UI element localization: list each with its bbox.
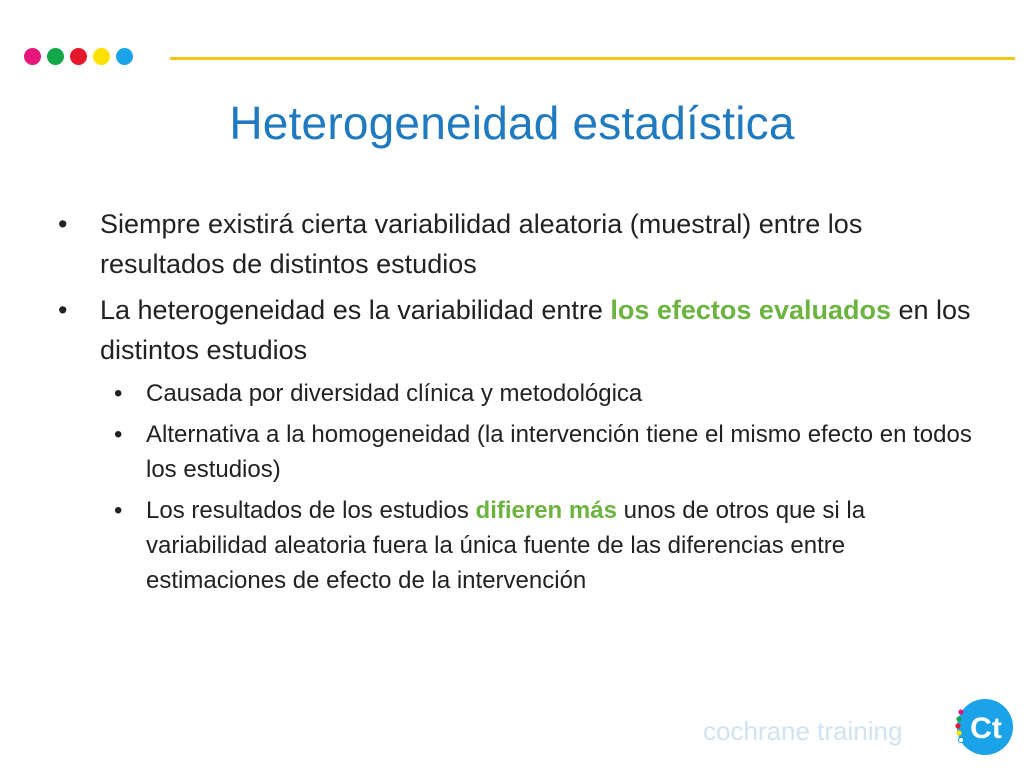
decorative-dots	[24, 48, 133, 65]
highlighted-text: difieren más	[475, 497, 617, 524]
green-dot	[47, 48, 64, 65]
bullet-icon: •	[114, 497, 123, 524]
sub-bullet-text: unos de otros que si la variabilidad aleatoria fuera la única fuente de las diferencias entre estimaciones de efecto de la intervención	[146, 497, 866, 594]
header-divider	[170, 57, 1015, 60]
bullet-text: en los distintos estudios	[100, 295, 971, 365]
blue-dot	[116, 48, 133, 65]
magenta-dot	[24, 48, 41, 65]
sub-bullet-text: Causada por diversidad clínica y metodológica	[146, 380, 643, 407]
sub-bullet-text: Alternativa a la homogeneidad (la intervención tiene el mismo efecto en todos los estudios)	[146, 421, 972, 483]
bullet-icon: •	[114, 380, 123, 407]
sub-bullet-item	[112, 493, 976, 598]
bullet-item	[56, 290, 976, 370]
slide-title: Heterogeneidad estadística	[229, 97, 795, 149]
red-dot	[70, 48, 87, 65]
bullet-list	[56, 204, 976, 604]
highlighted-text: los efectos evaluados	[610, 295, 891, 325]
bullet-item	[56, 204, 976, 284]
sub-bullet-text: Los resultados de los estudios	[146, 497, 476, 524]
svg-text:Ct: Ct	[970, 712, 1002, 745]
footer-brand: cochrane training	[703, 716, 903, 746]
sub-bullet-item	[112, 376, 976, 411]
bullet-text: La heterogeneidad es la variabilidad entre	[100, 295, 611, 325]
sub-bullet-item	[112, 417, 976, 487]
bullet-icon: •	[114, 421, 123, 448]
cochrane-training-logo-icon	[952, 696, 1014, 758]
bullet-text: Siempre existirá cierta variabilidad aleatoria (muestral) entre los resultados de distintos estudios	[100, 209, 863, 279]
bullet-icon: •	[58, 209, 68, 239]
yellow-dot	[93, 48, 110, 65]
bullet-icon: •	[58, 295, 68, 325]
